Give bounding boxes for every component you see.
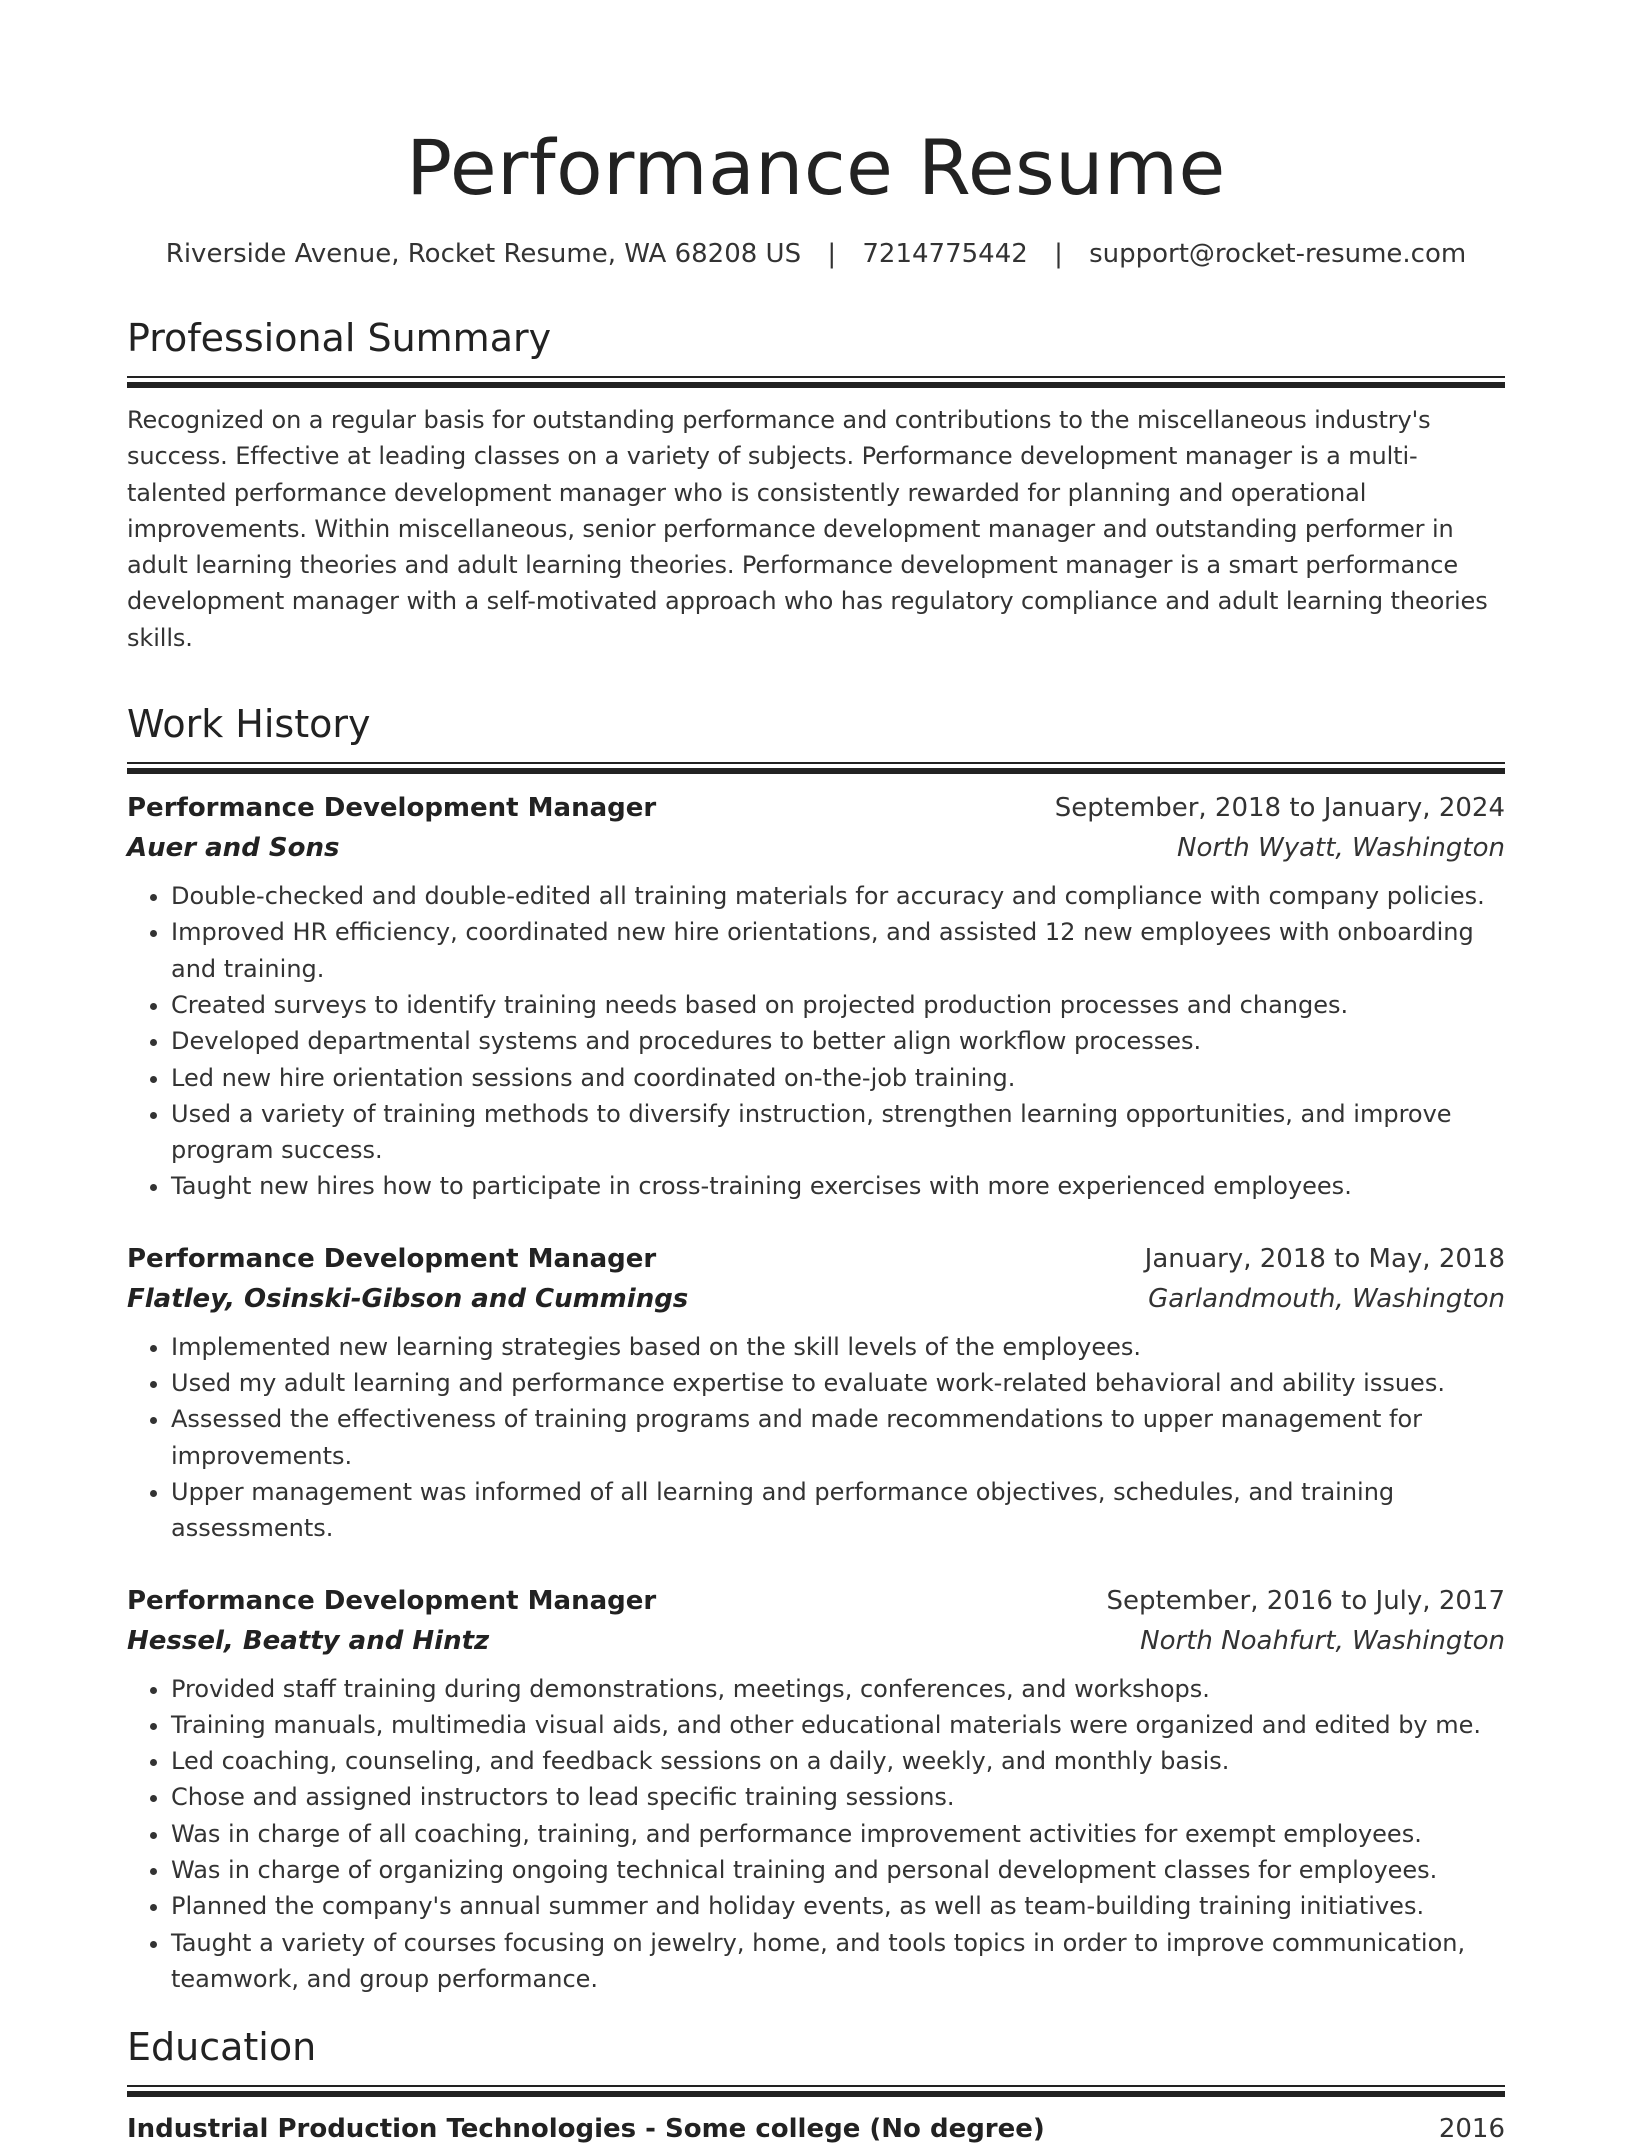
- job-bullet: • Developed departmental systems and procedures to better align workflow processes.: [171, 1023, 1505, 1059]
- education-heading: Education: [127, 2025, 317, 2070]
- job-title: Performance Development Manager: [127, 793, 657, 824]
- section-divider: [127, 762, 1505, 774]
- job-bullets: [127, 1329, 1505, 1547]
- section-divider: [127, 376, 1505, 388]
- job-company: Hessel, Beatty and Hintz: [127, 1625, 490, 1656]
- summary-section: [127, 314, 1505, 656]
- job-company: Flatley, Osinski-Gibson and Cummings: [127, 1283, 689, 1314]
- job-entry: [127, 788, 1505, 1205]
- job-location: North Noahfurt, Washington: [1140, 1625, 1505, 1656]
- job-title: Performance Development Manager: [127, 1243, 657, 1274]
- job-bullet: • Double-checked and double-edited all training materials for accuracy and compliance with company policies.: [171, 878, 1505, 914]
- education-section: [127, 2023, 1505, 2149]
- job-entry: [127, 1581, 1505, 1998]
- job-bullet: • Was in charge of organizing ongoing technical training and personal development classes for employees.: [171, 1852, 1505, 1888]
- job-dates: September, 2016 to July, 2017: [1106, 1585, 1505, 1616]
- contact-line: [127, 236, 1505, 272]
- section-divider: [127, 2085, 1505, 2097]
- summary-heading: Professional Summary: [127, 316, 552, 360]
- job-bullet: • Was in charge of all coaching, training, and performance improvement activities for exempt employees.: [171, 1816, 1505, 1852]
- job-location: North Wyatt, Washington: [1177, 833, 1505, 864]
- contact-email: support@rocket-resume.com: [1089, 239, 1467, 269]
- job-bullet: • Used a variety of training methods to diversify instruction, strengthen learning opportunities, and improve program success.: [171, 1096, 1505, 1169]
- job-bullet: • Led coaching, counseling, and feedback sessions on a daily, weekly, and monthly basis.: [171, 1743, 1505, 1779]
- job-location: Garlandmouth, Washington: [1148, 1283, 1505, 1314]
- contact-address: Riverside Avenue, Rocket Resume, WA 68208 US: [165, 239, 802, 269]
- job-entry: [127, 1239, 1505, 1547]
- job-bullet: • Training manuals, multimedia visual aids, and other educational materials were organized and edited by me.: [171, 1707, 1505, 1743]
- resume-title: Performance Resume: [406, 123, 1226, 212]
- contact-separator: |: [827, 239, 837, 269]
- job-dates: January, 2018 to May, 2018: [1144, 1243, 1505, 1274]
- education-degree: Industrial Production Technologies - Some college (No degree): [127, 2114, 1045, 2145]
- work-history-heading: Work History: [127, 702, 371, 747]
- job-bullets: [127, 1671, 1505, 1998]
- job-bullet: • Upper management was informed of all learning and performance objectives, schedules, and training assessments.: [171, 1474, 1505, 1547]
- work-history-section: [127, 700, 1505, 1997]
- job-bullet: • Taught a variety of courses focusing on jewelry, home, and tools topics in order to improve communication, teamwork, and group performance.: [171, 1925, 1505, 1998]
- job-bullet: • Chose and assigned instructors to lead specific training sessions.: [171, 1779, 1505, 1815]
- job-bullet: • Implemented new learning strategies based on the skill levels of the employees.: [171, 1329, 1505, 1365]
- job-bullet: • Planned the company's annual summer and holiday events, as well as team-building training initiatives.: [171, 1888, 1505, 1924]
- job-bullet: • Led new hire orientation sessions and coordinated on-the-job training.: [171, 1060, 1505, 1096]
- job-bullet: • Created surveys to identify training needs based on projected production processes and changes.: [171, 987, 1505, 1023]
- contact-separator: |: [1054, 239, 1063, 269]
- job-title: Performance Development Manager: [127, 1585, 657, 1616]
- summary-text: Recognized on a regular basis for outstanding performance and contributions to the miscellaneous industry's success. Effective at leading classes on a variety of subjects. Performance development manager is a multi-talented performance development manager who is consistently rewarded for planning and operational improvements. Within miscellaneous, senior performance development manager and outstanding performer in adult learning theories and adult learning theories. Performance development manager is a smart performance development manager with a self-motivated approach who has regulatory compliance and adult learning theories skills.: [127, 406, 1488, 652]
- job-bullet: • Provided staff training during demonstrations, meetings, conferences, and workshops.: [171, 1671, 1505, 1707]
- contact-phone: 7214775442: [862, 239, 1028, 269]
- job-company: Auer and Sons: [127, 833, 340, 864]
- education-year: 2016: [1438, 2114, 1505, 2145]
- job-bullet: • Improved HR efficiency, coordinated new hire orientations, and assisted 12 new employees with onboarding and training.: [171, 914, 1505, 987]
- job-bullet: • Used my adult learning and performance expertise to evaluate work-related behavioral and ability issues.: [171, 1365, 1505, 1401]
- job-bullet: • Assessed the effectiveness of training programs and made recommendations to upper management for improvements.: [171, 1401, 1505, 1474]
- job-bullet: • Taught new hires how to participate in cross-training exercises with more experienced employees.: [171, 1168, 1505, 1204]
- job-bullets: [127, 878, 1505, 1205]
- job-dates: September, 2018 to January, 2024: [1054, 793, 1505, 824]
